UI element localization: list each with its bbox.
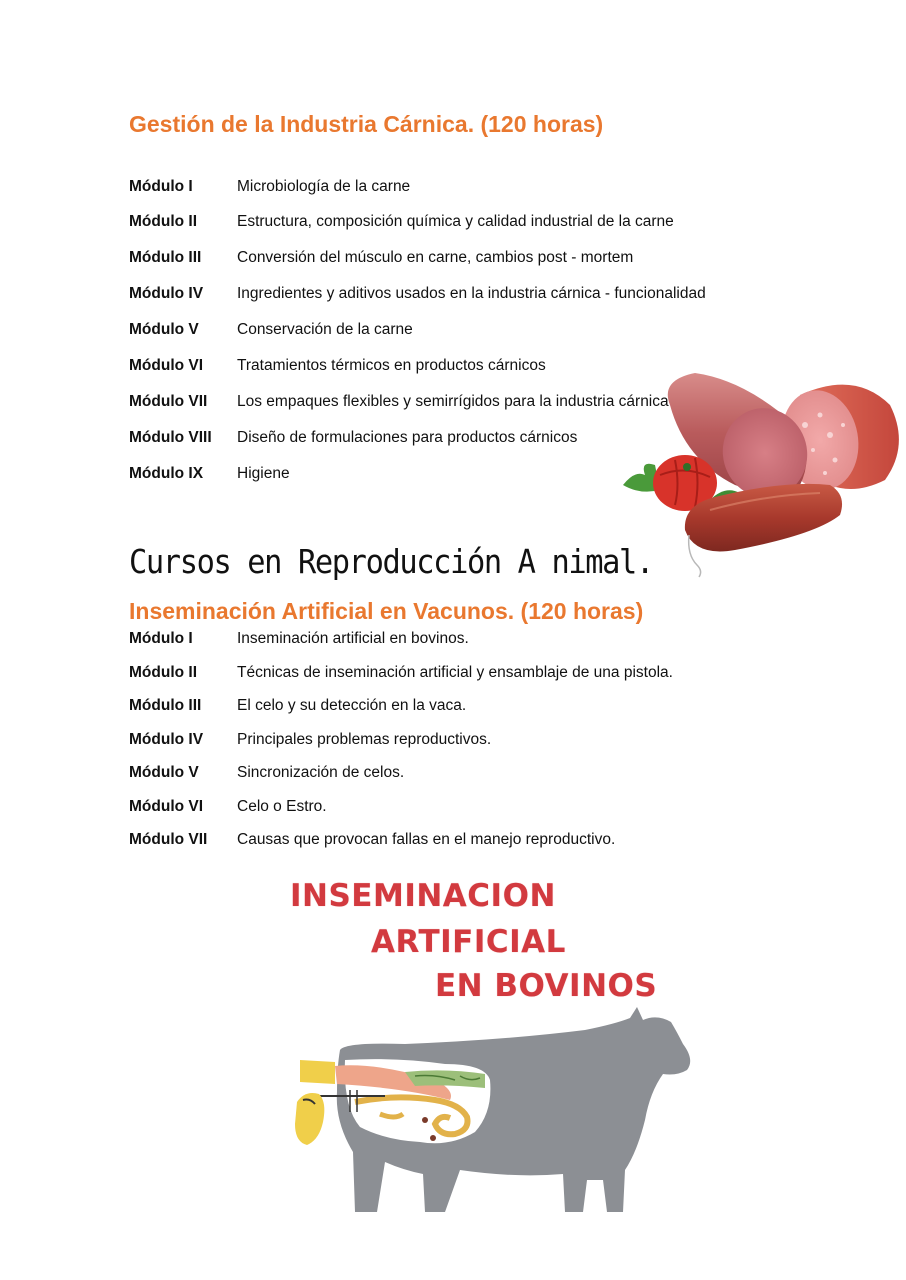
module-text: Ingredientes y aditivos usados en la industria cárnica - funcionalidad [237, 285, 706, 302]
module-label: Módulo VII [129, 831, 208, 848]
module-label: Módulo III [129, 249, 202, 266]
module-text: Conversión del músculo en carne, cambios post - mortem [237, 249, 634, 266]
module-text: Técnicas de inseminación artificial y ensamblaje de una pistola. [237, 664, 673, 681]
module-label: Módulo I [129, 630, 193, 647]
module-text: Celo o Estro. [237, 798, 327, 815]
module-text: Inseminación artificial en bovinos. [237, 630, 469, 647]
module-label: Módulo II [129, 664, 198, 681]
module-text: Sincronización de celos. [237, 764, 405, 781]
module-text: El celo y su detección en la vaca. [237, 697, 467, 714]
section-heading-animal-reproduction: Cursos en Reproducción A nimal. [129, 542, 653, 581]
module-text: Higiene [237, 465, 290, 482]
illustration-title-line-2: ARTIFICIAL [371, 924, 566, 960]
illustration-title-line-1: INSEMINACION [290, 878, 556, 914]
module-label: Módulo VIII [129, 429, 212, 446]
module-text: Tratamientos térmicos en productos cárnicos [237, 357, 546, 374]
module-text: Diseño de formulaciones para productos cárnicos [237, 429, 578, 446]
course-title-artificial-insemination: Inseminación Artificial en Vacunos. (120 horas) [129, 598, 644, 624]
module-label: Módulo V [129, 321, 199, 338]
module-label: Módulo II [129, 213, 198, 230]
cow-diagram-icon [285, 1002, 705, 1217]
illustration-title-line-3: EN BOVINOS [435, 968, 658, 1004]
module-label: Módulo IV [129, 731, 204, 748]
module-text: Causas que provocan fallas en el manejo reproductivo. [237, 831, 616, 848]
module-label: Módulo VI [129, 357, 204, 374]
module-text: Conservación de la carne [237, 321, 413, 338]
course-title-meat-industry: Gestión de la Industria Cárnica. (120 horas) [129, 111, 604, 137]
module-text: Los empaques flexibles y semirrígidos para la industria cárnica [237, 393, 669, 410]
module-label: Módulo III [129, 697, 202, 714]
module-label: Módulo VI [129, 798, 204, 815]
module-text: Principales problemas reproductivos. [237, 731, 492, 748]
module-text: Estructura, composición química y calidad industrial de la carne [237, 213, 674, 230]
module-label: Módulo IX [129, 465, 204, 482]
module-label: Módulo V [129, 764, 199, 781]
insemination-illustration [285, 872, 705, 1217]
module-label: Módulo VII [129, 393, 208, 410]
module-label: Módulo I [129, 178, 193, 195]
module-text: Microbiología de la carne [237, 178, 411, 195]
module-label: Módulo IV [129, 285, 204, 302]
